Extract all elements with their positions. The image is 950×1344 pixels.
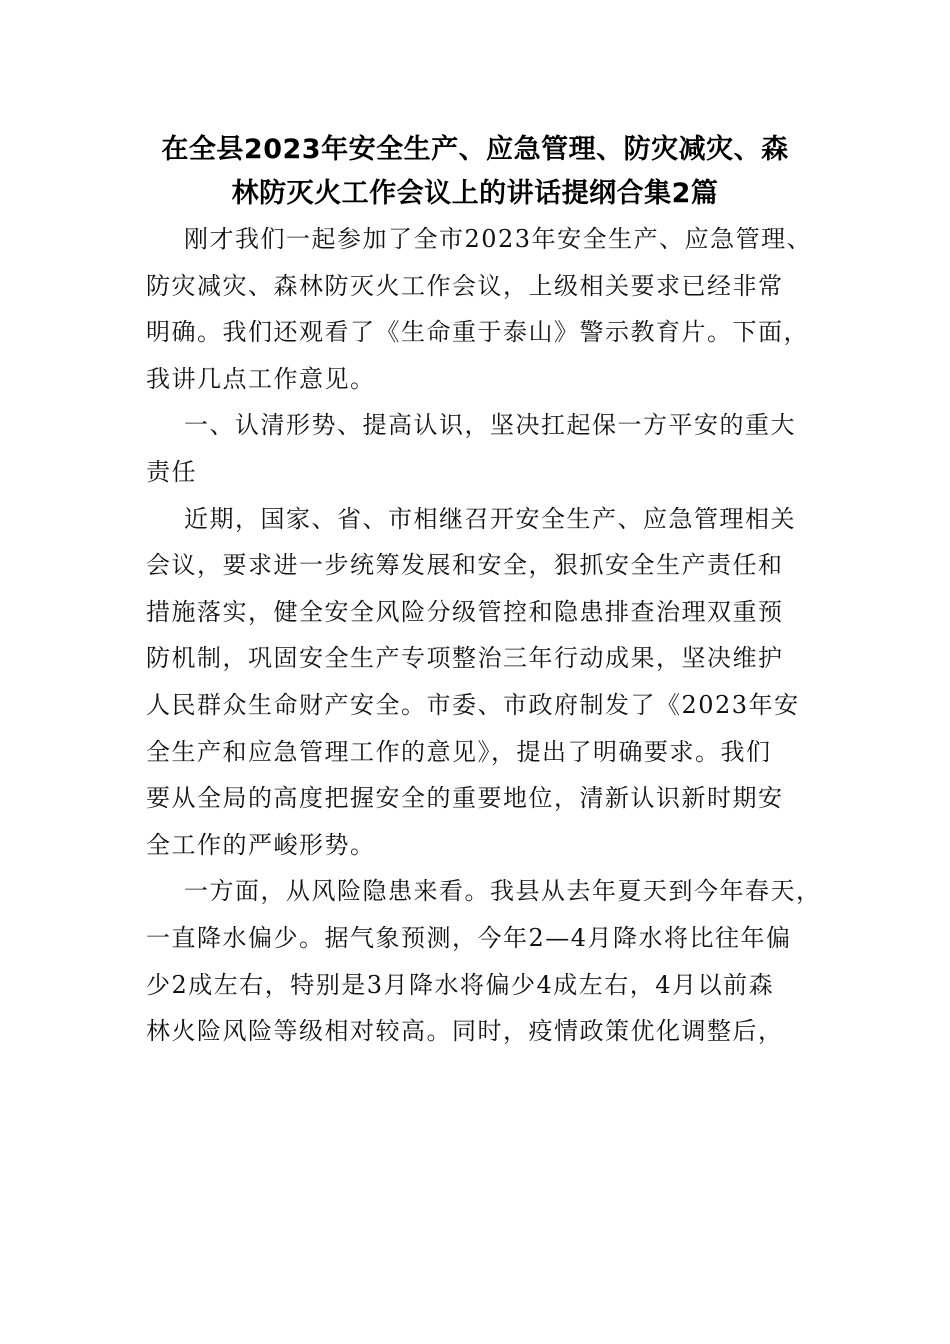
text-line: 措施落实，健全安全风险分级管控和隐患排查治理双重预: [146, 597, 784, 626]
section-heading-1: [146, 402, 826, 495]
text-line: 全工作的严峻形势。: [146, 830, 376, 859]
paragraph-intro: [146, 216, 826, 402]
paragraph-risk: [146, 868, 826, 1054]
text-line: 会议，要求进一步统筹发展和安全，狠抓安全生产责任和: [146, 551, 784, 580]
text-line: 近期，国家、省、市相继召开安全生产、应急管理相关: [184, 504, 796, 533]
text-line: 一、认清形势、提高认识，坚决扛起保一方平安的重大: [184, 411, 796, 440]
text-line: 我讲几点工作意见。: [146, 364, 376, 393]
text-line: 一方面，从风险隐患来看。我县从去年夏天到今年春天，: [184, 877, 822, 906]
document-title: [100, 128, 850, 216]
title-line: 林防灭火工作会议上的讲话提纲合集2篇: [231, 178, 719, 209]
text-line: 少2成左右，特别是3月降水将偏少4成左右，4月以前森: [146, 970, 775, 999]
title-line: 在全县2023年安全生产、应急管理、防灾减灾、森: [161, 134, 789, 165]
document-body: [146, 216, 826, 1055]
text-line: 刚才我们一起参加了全市2023年安全生产、应急管理、: [184, 225, 813, 253]
text-line: 防灾减灾、森林防灭火工作会议，上级相关要求已经非常: [146, 271, 784, 300]
text-line: 林火险风险等级相对较高。同时，疫情政策优化调整后，: [146, 1017, 784, 1046]
text-line: 全生产和应急管理工作的意见》，提出了明确要求。我们: [146, 737, 772, 766]
text-line: 责任: [146, 457, 197, 486]
text-line: 防机制，巩固安全生产专项整治三年行动成果，坚决维护: [146, 644, 784, 673]
paragraph-situation: [146, 496, 826, 869]
text-line: 明确。我们还观看了《生命重于泰山》警示教育片。下面，: [146, 318, 809, 347]
text-line: 人民群众生命财产安全。市委、市政府制发了《2023年安: [146, 690, 800, 719]
text-line: 一直降水偏少。据气象预测，今年2—4月降水将比往年偏: [146, 923, 792, 952]
text-line: 要从全局的高度把握安全的重要地位，清新认识新时期安: [146, 784, 784, 813]
